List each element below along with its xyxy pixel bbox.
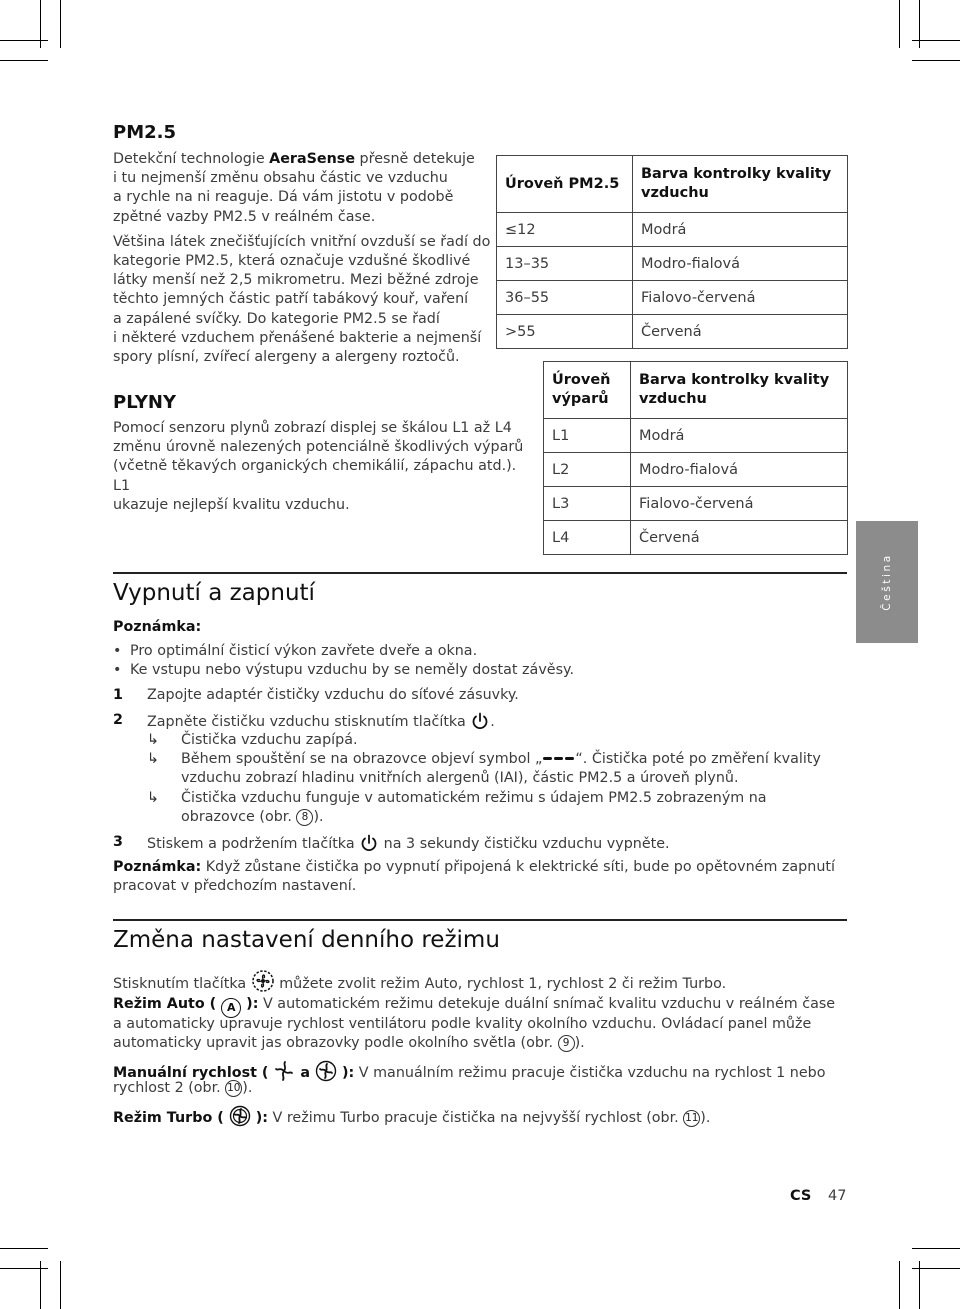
crop-mark bbox=[60, 0, 61, 48]
section-title-mode: Změna nastavení denního režimu bbox=[113, 927, 500, 953]
crop-mark bbox=[0, 1248, 48, 1249]
result-item-continued: obrazovce (obr. 8 ). bbox=[181, 809, 324, 825]
table-header-row bbox=[497, 156, 848, 213]
fan-mode-icon bbox=[251, 969, 275, 993]
pm25-text bbox=[113, 150, 493, 367]
section-divider bbox=[113, 572, 847, 574]
table-cell: Fialovo-červená bbox=[633, 281, 848, 315]
note-label: Poznámka: bbox=[113, 619, 202, 635]
bullet-icon: • bbox=[113, 662, 122, 678]
auto-mode: Režim Auto ( A ): V automatickém režimu detekuje duální snímač kvalitu vzduchu v reálném čase bbox=[113, 995, 835, 1018]
result-item-continued: vzduchu zobrazí hladinu vnitřních alergenů (IAI), částic PM2.5 a úroveň plynů. bbox=[181, 770, 739, 786]
table-cell: Červená bbox=[633, 315, 848, 349]
crop-mark bbox=[0, 40, 48, 41]
turbo-icon bbox=[229, 1105, 251, 1127]
figure-ref-10: 10 bbox=[225, 1080, 242, 1097]
manual-speed-continued: rychlost 2 (obr. 10 ). bbox=[113, 1080, 253, 1096]
figure-ref-11: 11 bbox=[683, 1110, 700, 1127]
table-header-cell: Barva kontrolky kvality vzduchu bbox=[631, 362, 848, 419]
result-item: ↳ Během spouštění se na obrazovce objeví symbol „ “. Čistička poté po změření kvality bbox=[147, 751, 821, 767]
crop-mark bbox=[912, 40, 960, 41]
language-side-tab-label: Čeština bbox=[881, 553, 893, 611]
table-header-row bbox=[544, 362, 848, 419]
page-number: 47 bbox=[828, 1188, 847, 1204]
auto-mode-continued: automaticky upravit jas obrazovky podle okolního světla (obr. 9 ). bbox=[113, 1035, 585, 1051]
pm25-table bbox=[496, 155, 848, 349]
crop-mark bbox=[0, 60, 48, 61]
table-row bbox=[544, 521, 848, 555]
table-cell: Modro-fialová bbox=[633, 247, 848, 281]
table-cell: Fialovo-červená bbox=[631, 487, 848, 521]
table-cell: L3 bbox=[544, 487, 631, 521]
pm25-heading: PM2.5 bbox=[113, 122, 176, 143]
speed-1-icon bbox=[273, 1060, 295, 1082]
crop-mark bbox=[60, 1261, 61, 1309]
table-cell: 36–55 bbox=[497, 281, 633, 315]
table-row bbox=[544, 419, 848, 453]
step-1: 1 Zapojte adaptér čističky vzduchu do síťové zásuvky. bbox=[113, 687, 519, 703]
speed-2-icon bbox=[315, 1060, 337, 1082]
table-cell: Modrá bbox=[631, 419, 848, 453]
result-item: ↳ Čistička vzduchu zapípá. bbox=[147, 732, 358, 748]
bullet-item: • Ke vstupu nebo výstupu vzduchu by se neměly dostat závěsy. bbox=[113, 662, 574, 678]
table-header-cell: Úroveň PM2.5 bbox=[497, 156, 633, 213]
bullet-item: • Pro optimální čisticí výkon zavřete dveře a okna. bbox=[113, 643, 478, 659]
startup-dashes-icon bbox=[542, 751, 575, 767]
gases-paragraph: Pomocí senzoru plynů zobrazí displej se škálou L1 až L4 změnu úrovně nalezených potenciálně škodlivých výparů (včetně těkavých organických chemikálií, zápachu atd.). L1 ukazuje nejlepší kvalitu vzduchu. bbox=[113, 420, 524, 513]
section-title-power: Vypnutí a zapnutí bbox=[113, 580, 315, 606]
note-2: Poznámka: Když zůstane čistička po vypnutí připojená k elektrické síti, bude po opětovném zapnutí bbox=[113, 859, 835, 875]
table-row bbox=[497, 247, 848, 281]
table-cell: L1 bbox=[544, 419, 631, 453]
crop-mark bbox=[912, 1248, 960, 1249]
power-icon bbox=[470, 711, 490, 731]
section-divider bbox=[113, 919, 847, 921]
arrow-icon: ↳ bbox=[147, 751, 159, 767]
table-header-cell: Úroveň výparů bbox=[544, 362, 631, 419]
table-cell: Červená bbox=[631, 521, 848, 555]
crop-mark bbox=[899, 0, 900, 48]
pm25-paragraph-1: Detekční technologie AeraSense přesně detekuje i tu nejmenší změnu obsahu částic ve vzduchu a rychle na ni reaguje. Dá vám jistotu v podobě zpětné vazby PM2.5 v reálném čase. bbox=[113, 151, 475, 225]
crop-mark bbox=[912, 1268, 960, 1269]
crop-mark bbox=[899, 1261, 900, 1309]
mode-intro: Stisknutím tlačítka můžete zvolit režim Auto, rychlost 1, rychlost 2 či režim Turbo. bbox=[113, 969, 726, 994]
note-2-continued: pracovat v předchozím nastavení. bbox=[113, 878, 357, 894]
language-side-tab bbox=[856, 521, 918, 643]
table-row bbox=[544, 453, 848, 487]
crop-mark bbox=[0, 1268, 48, 1269]
table-cell: L2 bbox=[544, 453, 631, 487]
crop-mark bbox=[912, 60, 960, 61]
power-icon bbox=[359, 833, 379, 853]
table-cell: L4 bbox=[544, 521, 631, 555]
result-item: ↳ Čistička vzduchu funguje v automatickém režimu s údajem PM2.5 zobrazeným na bbox=[147, 790, 767, 806]
auto-mode-icon: A bbox=[221, 998, 241, 1018]
turbo-mode: Režim Turbo ( ): V režimu Turbo pracuje čistička na nejvyšší rychlost (obr. 11 ). bbox=[113, 1105, 710, 1128]
gases-table bbox=[543, 361, 848, 555]
table-row bbox=[497, 281, 848, 315]
arrow-icon: ↳ bbox=[147, 790, 159, 806]
pm25-paragraph-2: Většina látek znečišťujících vnitřní ovzduší se řadí do kategorie PM2.5, která označuje vzdušné škodlivé látky menší než 2,5 mikrometru. Mezi běžné zdroje těchto jemných částic patří tabákový kouř, vaření a zapálené svíčky. Do kategorie PM2.5 se řadí i některé vzduchem přenášené bakterie a nejmenší spory plísní, zvířecí alergeny a alergeny roztočů. bbox=[113, 233, 491, 366]
figure-ref-8: 8 bbox=[296, 809, 313, 826]
figure-ref-9: 9 bbox=[558, 1035, 575, 1052]
table-header-cell: Barva kontrolky kvality vzduchu bbox=[633, 156, 848, 213]
step-2: 2 Zapněte čističku vzduchu stisknutím tlačítka . bbox=[113, 712, 495, 730]
footer-language-code: CS bbox=[790, 1188, 812, 1204]
table-row bbox=[544, 487, 848, 521]
table-cell: Modro-fialová bbox=[631, 453, 848, 487]
gases-heading: PLYNY bbox=[113, 392, 176, 413]
bullet-icon: • bbox=[113, 643, 122, 659]
table-cell: Modrá bbox=[633, 213, 848, 247]
step-3: 3 Stiskem a podržením tlačítka na 3 sekundy čističku vzduchu vypněte. bbox=[113, 834, 670, 852]
table-row bbox=[497, 315, 848, 349]
table-cell: >55 bbox=[497, 315, 633, 349]
table-cell: ≤12 bbox=[497, 213, 633, 247]
table-cell: 13–35 bbox=[497, 247, 633, 281]
arrow-icon: ↳ bbox=[147, 732, 159, 748]
manual-speed: Manuální rychlost ( a ): V manuálním režimu pracuje čistička vzduchu na rychlost 1 nebo bbox=[113, 1060, 825, 1083]
table-row bbox=[497, 213, 848, 247]
auto-mode-continued: a automaticky upravuje rychlost ventilátoru podle kvality okolního vzduchu. Ovládací panel může bbox=[113, 1016, 812, 1032]
